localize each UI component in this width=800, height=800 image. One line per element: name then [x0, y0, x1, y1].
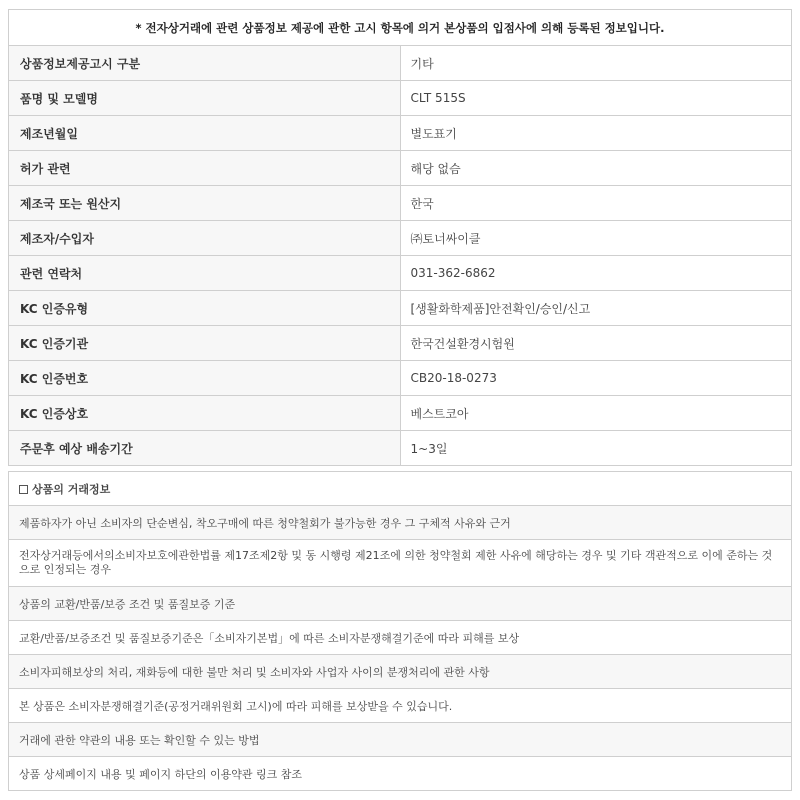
trade-answer: 교환/반품/보증조건 및 품질보증기준은「소비자기본법」에 따른 소비자분쟁해결기준에 따라 피해를 보상	[9, 621, 792, 655]
info-row	[9, 396, 792, 431]
notice-text: * 전자상거래에 관련 상품정보 제공에 관한 고시 항목에 의거 본상품의 입점사에 의해 등록된 정보입니다.	[9, 10, 792, 46]
trade-question: 제품하자가 아닌 소비자의 단순변심, 착오구매에 따른 청약철회가 불가능한 경우 그 구체적 사유와 근거	[9, 506, 792, 540]
info-row	[9, 221, 792, 256]
info-label: KC 인증기관	[9, 326, 401, 361]
info-label: KC 인증번호	[9, 361, 401, 396]
info-label: 주문후 예상 배송기간	[9, 431, 401, 466]
trade-question: 거래에 관한 약관의 내용 또는 확인할 수 있는 방법	[9, 723, 792, 757]
info-row	[9, 116, 792, 151]
info-label: KC 인증유형	[9, 291, 401, 326]
info-label: 품명 및 모델명	[9, 81, 401, 116]
info-row	[9, 431, 792, 466]
trade-answer: 전자상거래등에서의소비자보호에관한법률 제17조제2항 및 동 시행령 제21조에 의한 청약철회 제한 사유에 해당하는 경우 및 기타 객관적으로 이에 준하는 것으로 인정되는 경우	[9, 540, 792, 587]
info-row	[9, 361, 792, 396]
info-label: 관련 연락처	[9, 256, 401, 291]
info-label: 제조국 또는 원산지	[9, 186, 401, 221]
info-row	[9, 151, 792, 186]
info-label: 허가 관련	[9, 151, 401, 186]
info-label: KC 인증상호	[9, 396, 401, 431]
trade-info-title-text: 상품의 거래정보	[32, 482, 111, 496]
info-value: 한국	[400, 186, 792, 221]
info-label: 제조년월일	[9, 116, 401, 151]
trade-info-title	[9, 472, 792, 506]
info-row	[9, 81, 792, 116]
info-row	[9, 256, 792, 291]
info-value: CB20-18-0273	[400, 361, 792, 396]
info-value: 1~3일	[400, 431, 792, 466]
trade-answer: 본 상품은 소비자분쟁해결기준(공정거래위원회 고시)에 따라 피해를 보상받을 수 있습니다.	[9, 689, 792, 723]
info-value: 기타	[400, 46, 792, 81]
product-info-table	[8, 9, 792, 466]
info-row	[9, 291, 792, 326]
trade-info-table	[8, 471, 792, 791]
info-row	[9, 46, 792, 81]
info-value: 해당 없슴	[400, 151, 792, 186]
trade-question: 상품의 교환/반품/보증 조건 및 품질보증 기준	[9, 587, 792, 621]
info-value: 별도표기	[400, 116, 792, 151]
trade-answer: 상품 상세페이지 내용 및 페이지 하단의 이용약관 링크 참조	[9, 757, 792, 791]
info-row	[9, 326, 792, 361]
trade-question: 소비자피해보상의 처리, 재화등에 대한 불만 처리 및 소비자와 사업자 사이의 분쟁처리에 관한 사항	[9, 655, 792, 689]
info-value: ㈜토너싸이클	[400, 221, 792, 256]
info-value: 031-362-6862	[400, 256, 792, 291]
info-value: CLT 515S	[400, 81, 792, 116]
info-label: 상품정보제공고시 구분	[9, 46, 401, 81]
info-value: [생활화학제품]안전확인/승인/신고	[400, 291, 792, 326]
checkbox-square-icon	[19, 485, 28, 494]
info-row	[9, 186, 792, 221]
info-value: 베스트코아	[400, 396, 792, 431]
info-value: 한국건설환경시험원	[400, 326, 792, 361]
info-label: 제조자/수입자	[9, 221, 401, 256]
